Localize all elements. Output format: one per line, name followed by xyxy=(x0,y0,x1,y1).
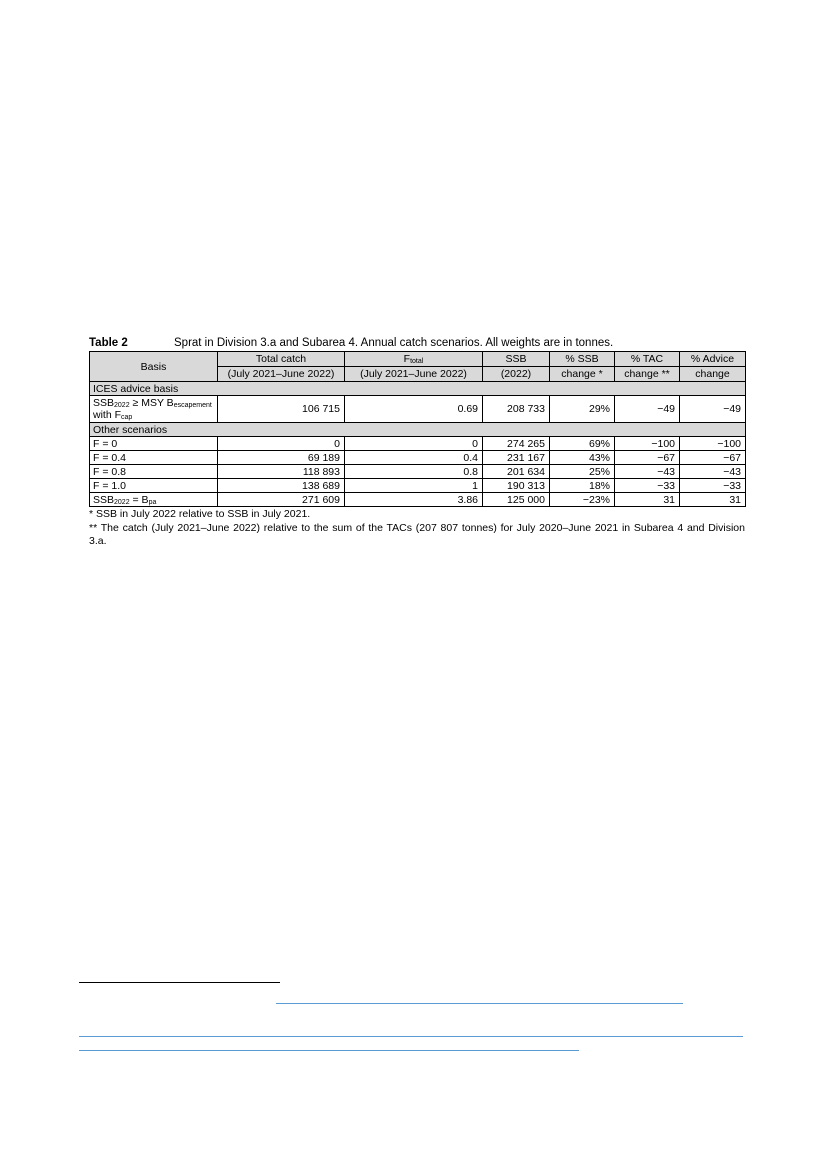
header-ftotal-main: F xyxy=(403,353,411,365)
bpa-basis-ssb-sub: 2022 xyxy=(114,498,130,506)
msy-basis-fcap-sub: cap xyxy=(121,414,133,421)
catch-scenarios-table-block xyxy=(89,336,745,549)
cell-f: 3.86 xyxy=(345,493,483,507)
cell-pct-ssb: −23% xyxy=(550,493,615,507)
cell-catch: 271 609 xyxy=(218,493,345,507)
cell-pct-ssb: 43% xyxy=(550,451,615,465)
cell-ssb: 125 000 xyxy=(483,493,550,507)
cell-pct-ssb: 69% xyxy=(550,437,615,451)
cell-catch: 0 xyxy=(218,437,345,451)
cell-pct-advice: −67 xyxy=(680,451,746,465)
header-pct-advice-2: change xyxy=(680,367,746,382)
table-caption-text: Sprat in Division 3.a and Subarea 4. Annual catch scenarios. All weights are in tonnes. xyxy=(174,337,614,349)
cell-pct-tac: 31 xyxy=(615,493,680,507)
cell-f: 1 xyxy=(345,479,483,493)
footnote-ssb: * SSB in July 2022 relative to SSB in July 2021. xyxy=(89,508,311,520)
cell-ssb: 201 634 xyxy=(483,465,550,479)
msy-basis-escapement-sub: escapement xyxy=(173,402,212,409)
cell-pct-tac: −43 xyxy=(615,465,680,479)
table-row xyxy=(90,493,746,507)
section-other-label: Other scenarios xyxy=(90,423,746,437)
header-pct-advice-1: % Advice xyxy=(680,352,746,367)
section-row-other xyxy=(90,423,746,437)
footnote-link-underline-3[interactable] xyxy=(79,1050,579,1051)
footnote-tac: ** The catch (July 2021–June 2022) relative to the sum of the TACs (207 807 tonnes) for July 2020–June 2021 in Subarea 4 and Division 3.a. xyxy=(89,521,745,547)
bpa-basis-pa-sub: pa xyxy=(148,498,157,506)
header-pct-ssb-1: % SSB xyxy=(550,352,615,367)
bpa-basis-b: = B xyxy=(129,493,149,506)
cell-pct-ssb: 29% xyxy=(550,396,615,423)
header-ssb: SSB xyxy=(483,352,550,367)
cell-catch: 138 689 xyxy=(218,479,345,493)
header-pct-ssb-2: change * xyxy=(550,367,615,382)
table-row xyxy=(90,451,746,465)
header-ftotal xyxy=(345,352,483,367)
cell-f: 0.4 xyxy=(345,451,483,465)
table-caption-label: Table 2 xyxy=(89,337,128,349)
cell-basis: F = 0.8 xyxy=(90,465,218,479)
table-caption xyxy=(89,336,745,351)
cell-pct-advice: −49 xyxy=(680,396,746,423)
msy-basis-ssb-sub: 2022 xyxy=(114,402,130,409)
cell-pct-tac: −100 xyxy=(615,437,680,451)
cell-pct-advice: −43 xyxy=(680,465,746,479)
table-row xyxy=(90,437,746,451)
header-pct-tac-2: change ** xyxy=(615,367,680,382)
msy-basis-ssb: SSB xyxy=(93,397,115,409)
cell-pct-advice: −33 xyxy=(680,479,746,493)
header-total-catch-period: (July 2021–June 2022) xyxy=(218,367,345,382)
cell-catch: 69 189 xyxy=(218,451,345,465)
msy-basis-fcap: with F xyxy=(93,409,122,421)
cell-pct-tac: −33 xyxy=(615,479,680,493)
cell-pct-ssb: 18% xyxy=(550,479,615,493)
header-ftotal-sub: total xyxy=(410,358,424,365)
header-basis: Basis xyxy=(90,352,218,382)
cell-ssb: 274 265 xyxy=(483,437,550,451)
cell-ssb: 208 733 xyxy=(483,396,550,423)
cell-f: 0.69 xyxy=(345,396,483,423)
cell-basis: F = 0.4 xyxy=(90,451,218,465)
msy-basis-msy: ≥ MSY B xyxy=(129,397,174,409)
cell-f: 0.8 xyxy=(345,465,483,479)
cell-basis: F = 1.0 xyxy=(90,479,218,493)
cell-pct-tac: −49 xyxy=(615,396,680,423)
cell-pct-advice: −100 xyxy=(680,437,746,451)
section-row-ices xyxy=(90,382,746,396)
cell-ssb: 190 313 xyxy=(483,479,550,493)
cell-f: 0 xyxy=(345,437,483,451)
header-ssb-year: (2022) xyxy=(483,367,550,382)
cell-catch: 118 893 xyxy=(218,465,345,479)
bpa-basis-ssb: SSB xyxy=(93,493,115,506)
header-total-catch: Total catch xyxy=(218,352,345,367)
footnote-link-underline-1[interactable] xyxy=(276,1003,683,1004)
table-footnotes xyxy=(89,508,745,549)
cell-ssb: 231 167 xyxy=(483,451,550,465)
cell-pct-tac: −67 xyxy=(615,451,680,465)
header-row-1 xyxy=(90,352,746,367)
table-row xyxy=(90,396,746,423)
catch-scenarios-table xyxy=(89,351,746,507)
table-row xyxy=(90,465,746,479)
row-basis-msy xyxy=(90,396,218,423)
header-pct-tac-1: % TAC xyxy=(615,352,680,367)
header-ftotal-period: (July 2021–June 2022) xyxy=(345,367,483,382)
footnote-separator xyxy=(79,982,280,983)
cell-catch: 106 715 xyxy=(218,396,345,423)
row-basis-bpa xyxy=(90,493,218,507)
table-row xyxy=(90,479,746,493)
cell-pct-advice: 31 xyxy=(680,493,746,507)
section-ices-label: ICES advice basis xyxy=(90,382,746,396)
cell-basis: F = 0 xyxy=(90,437,218,451)
footnote-link-underline-2[interactable] xyxy=(79,1036,743,1037)
cell-pct-ssb: 25% xyxy=(550,465,615,479)
